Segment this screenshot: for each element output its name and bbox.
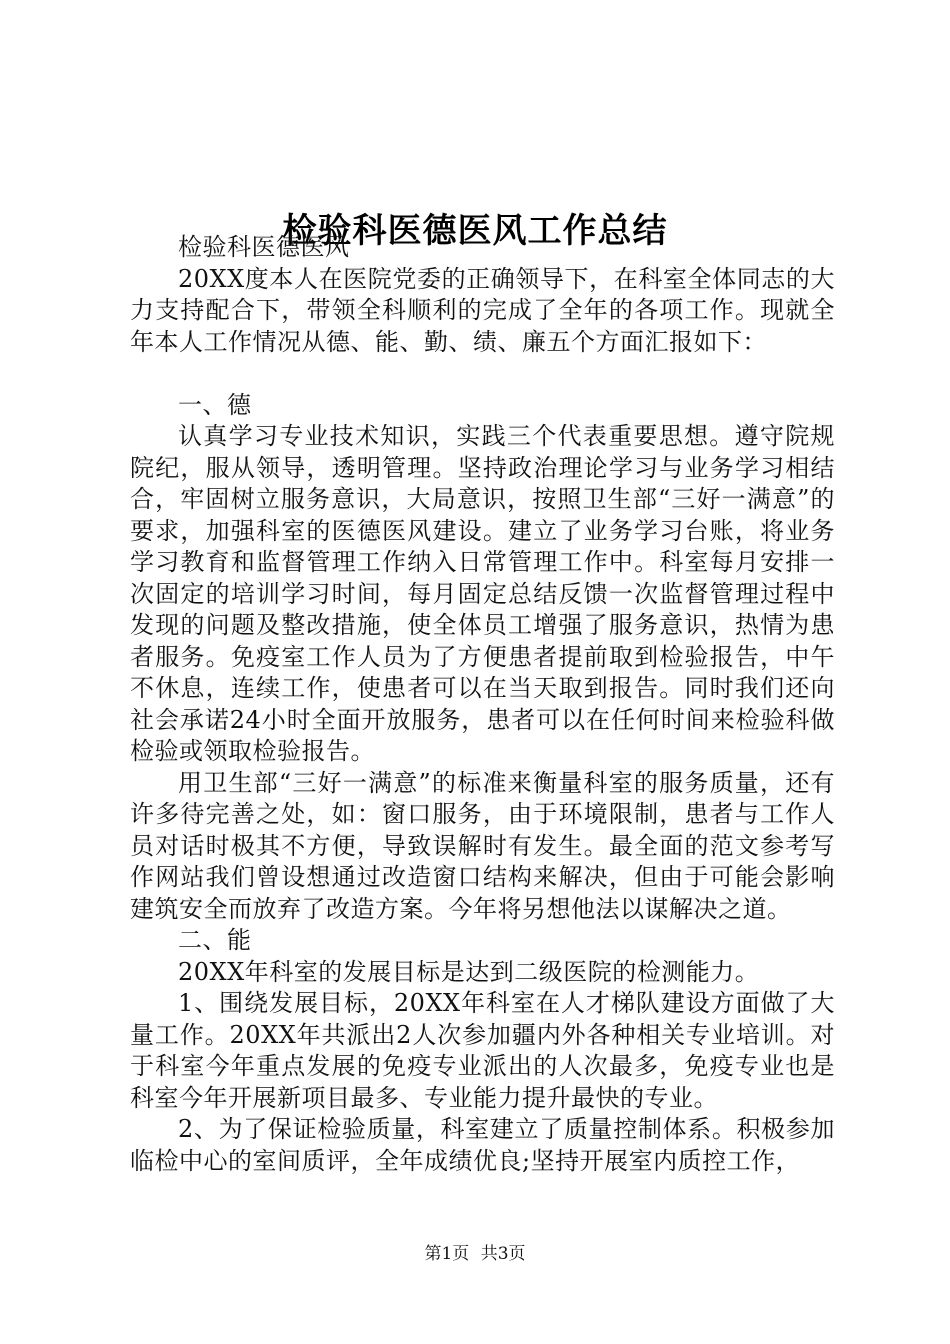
document-title: 检验科医德医风工作总结 — [282, 210, 668, 251]
page-footer — [0, 1243, 950, 1265]
paragraph-neng-2: 2、为了保证检验质量，科室建立了质量控制体系。积极参加临检中心的室间质评，全年成绩优良;坚持开展室内质控工作， — [130, 1115, 835, 1175]
page-total: 共3页 — [480, 1244, 526, 1264]
paragraph-subtitle: 检验科医德医风 — [178, 233, 350, 261]
paragraph-intro: 20XX度本人在医院党委的正确领导下，在科室全体同志的大力支持配合下，带领全科顺利的完成了全年的各项工作。现就全年本人工作情况从德、能、勤、绩、廉五个方面汇报如下： — [130, 264, 835, 356]
document-body — [130, 232, 835, 1177]
paragraph-de-1: 认真学习专业技术知识，实践三个代表重要思想。遵守院规院纪，服从领导，透明管理。坚持政治理论学习与业务学习相结合，牢固树立服务意识，大局意识，按照卫生部“三好一满意”的要求，加强科室的医德医风建设。建立了业务学习台账，将业务学习教育和监督管理工作纳入日常管理工作中。科室每月安排一次固定的培训学习时间，每月固定总结反馈一次监督管理过程中发现的问题及整改措施，使全体员工增强了服务意识，热情为患者服务。免疫室工作人员为了方便患者提前取到检验报告，中午不休息，连续工作，使患者可以在当天取到报告。同时我们还向社会承诺24小时全面开放服务，患者可以在任何时间来检验科做检验或领取检验报告。 — [130, 422, 835, 765]
paragraph-neng-1: 1、围绕发展目标，20XX年科室在人才梯队建设方面做了大量工作。20XX年共派出2人次参加疆内外各种相关专业培训。对于科室今年重点发展的免疫专业派出的人次最多，免疫专业也是科室今年开展新项目最多、专业能力提升最快的专业。 — [130, 989, 835, 1112]
paragraph-neng-goal: 20XX年科室的发展目标是达到二级医院的检测能力。 — [178, 957, 760, 986]
page-number: 第1页 — [424, 1244, 470, 1264]
paragraph-de-2: 用卫生部“三好一满意”的标准来衡量科室的服务质量，还有许多待完善之处，如：窗口服务，由于环境限制，患者与工作人员对话时极其不方便，导致误解时有发生。最全面的范文参考写作网站我们曾设想通过改造窗口结构来解决，但由于可能会影响建筑安全而放弃了改造方案。今年将另想他法以谋解决之道。 — [130, 768, 835, 923]
section-heading-de: 一、德 — [178, 390, 252, 419]
section-heading-neng: 二、能 — [178, 926, 252, 954]
